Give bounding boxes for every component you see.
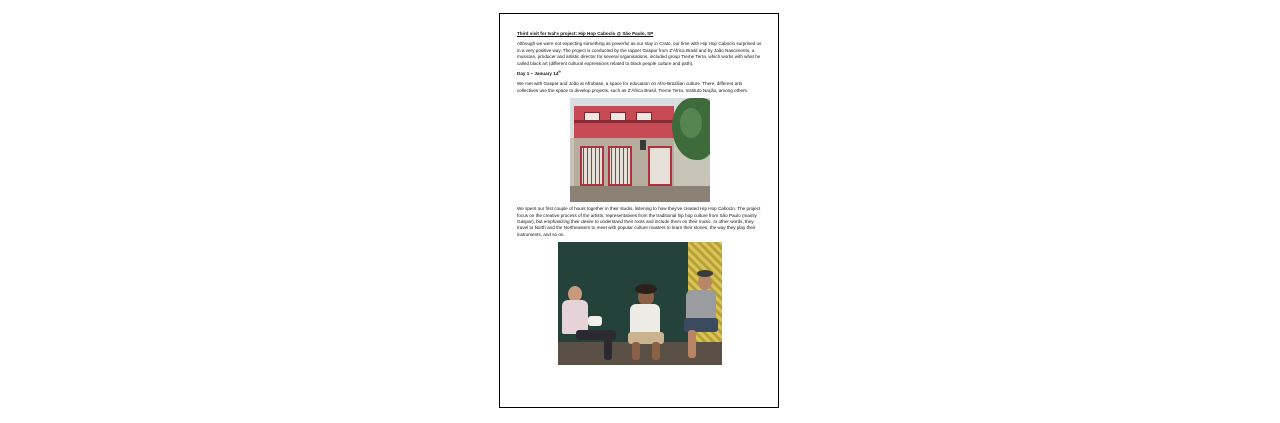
- document-page: [499, 13, 779, 408]
- building-photo: [570, 98, 710, 202]
- people-photo: [558, 242, 722, 365]
- intro-paragraph: Although we were not expecting something as powerful as our stay in Crato, our time with Hip Hop Caboclo surprised us in a very positive way. The project is conducted by the rapper Gaspar from Z'África Brasil and by João Nascimento, a musician, producer and artistic director for several organisations, included group Treme Terra, which works with what he called black art (different cultural expressions related to black people culture and path).: [517, 41, 762, 66]
- day-heading: [517, 71, 763, 77]
- paragraph-afrobase: We met with Gaspar and João at Afrobase, a space for education on Afro-Brazilian culture. There, different arts collectives use the space to develop projects, such as Z'África Brasil, Treme Terra, Instituto Nação, among others.: [517, 81, 749, 93]
- day-heading-sup: th: [558, 69, 562, 74]
- day-heading-text: Day 1 – January 14: [517, 71, 559, 77]
- document-title: Third visit for Ival's project: Hip Hop Caboclo @ São Paulo, SP: [517, 31, 654, 36]
- page-content: [517, 31, 763, 365]
- paragraph-studio: We spent our first couple of hours together in their studio, listening to how they've created Hip Hop Caboclo. The project focus on the creative process of the artists, representatives from the traditional hip hop culture from São Paulo (mainly Gaspar), but emphasizing their desire to understand their roots and include them on their music. In other words, they travel to North and the Northeastern to meet with popular culture masters to learn their stories, the way they play their instruments, and so on.: [517, 206, 761, 237]
